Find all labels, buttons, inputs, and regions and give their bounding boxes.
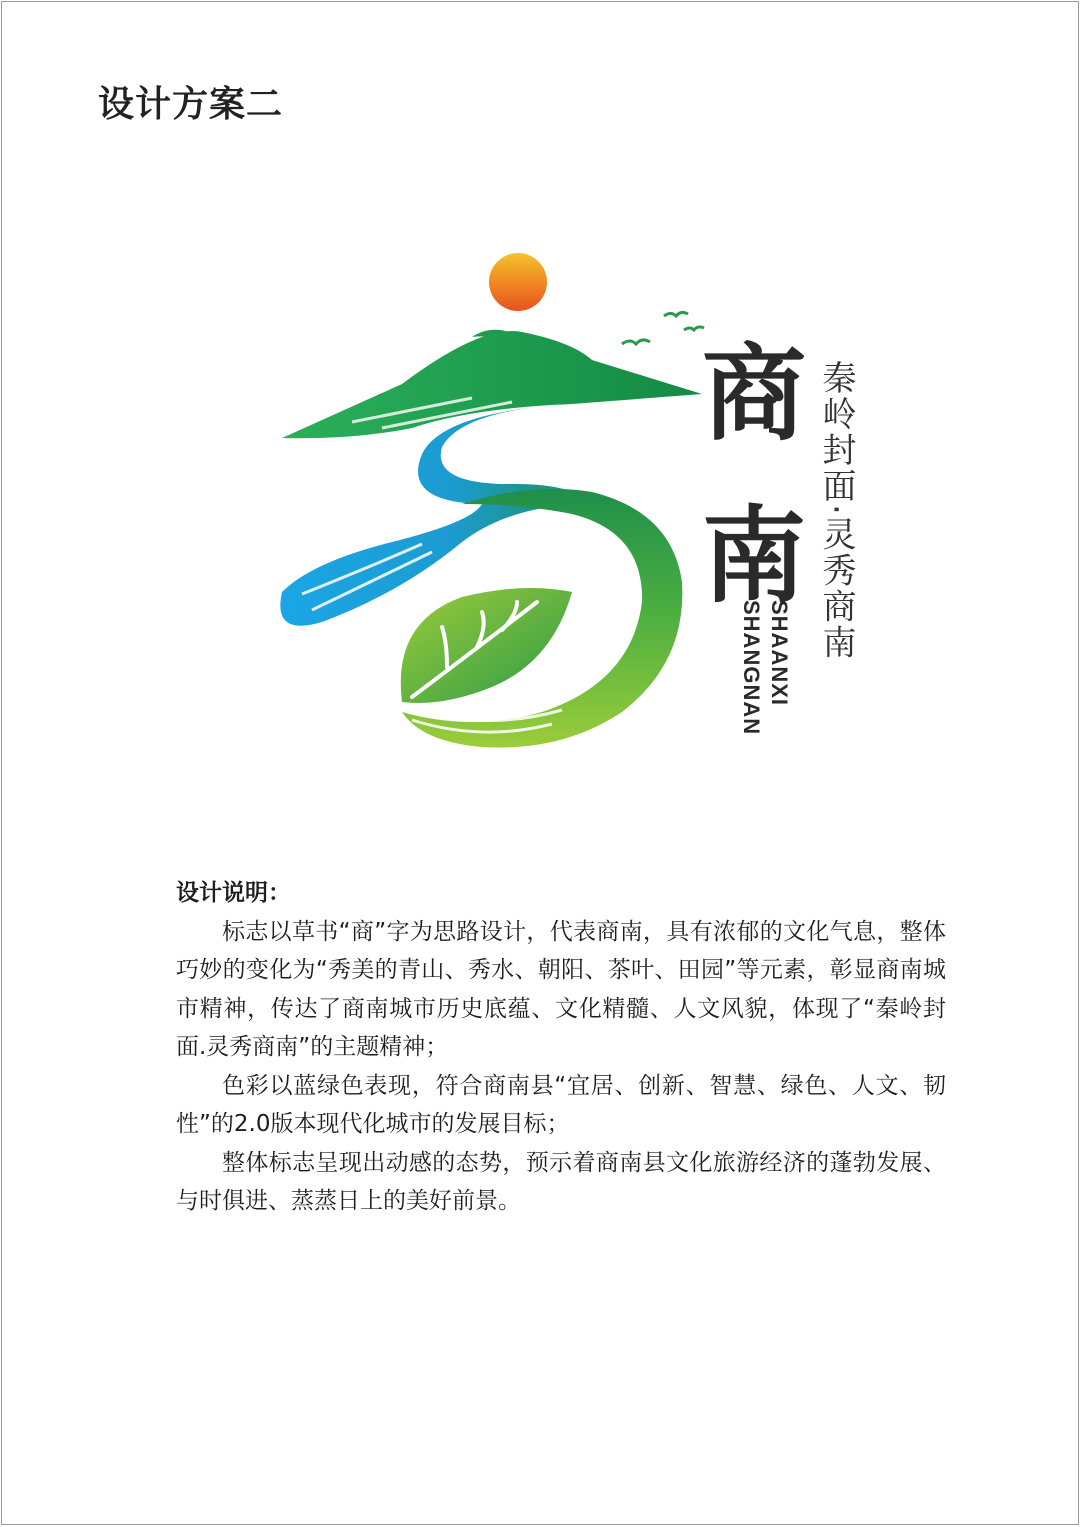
description-paragraph: 色彩以蓝绿色表现，符合商南县“宜居、创新、智慧、绿色、人文、韧性”的2.0版本现代化城市的发展目标； bbox=[176, 1072, 946, 1137]
bird-icon bbox=[664, 312, 688, 316]
page-title: 设计方案二 bbox=[98, 84, 284, 125]
logo-char-shang: 商 bbox=[702, 332, 807, 455]
sun-shape bbox=[489, 253, 547, 311]
description-paragraph: 标志以草书“商”字为思路设计，代表商南，具有浓郁的文化气息，整体巧妙的变化为“秀美的青山、秀水、朝阳、茶叶、田园”等元素，彰显商南城市精神，传达了商南城市历史底蕴、文化精髓、人文风貌，体现了“秦岭封面.灵秀商南”的主题精神； bbox=[176, 918, 946, 1060]
logo-char-nan: 南 bbox=[702, 494, 807, 617]
bird-icon bbox=[684, 327, 704, 330]
logo-slogan: 秦岭封面·灵秀商南 bbox=[816, 360, 856, 661]
mountain-shape bbox=[282, 331, 702, 438]
logo-english-line-1: SHAANXI bbox=[767, 600, 792, 707]
bird-icon bbox=[622, 340, 650, 344]
city-logo bbox=[272, 242, 872, 772]
design-description bbox=[176, 874, 946, 1221]
document-page bbox=[1, 1, 1079, 1525]
description-paragraph: 整体标志呈现出动感的态势，预示着商南县文化旅游经济的蓬勃发展、与时俱进、蒸蒸日上的美好前景。 bbox=[176, 1149, 946, 1214]
logo-english-line-2: SHANGNAN bbox=[739, 600, 764, 736]
description-heading: 设计说明： bbox=[176, 880, 291, 906]
